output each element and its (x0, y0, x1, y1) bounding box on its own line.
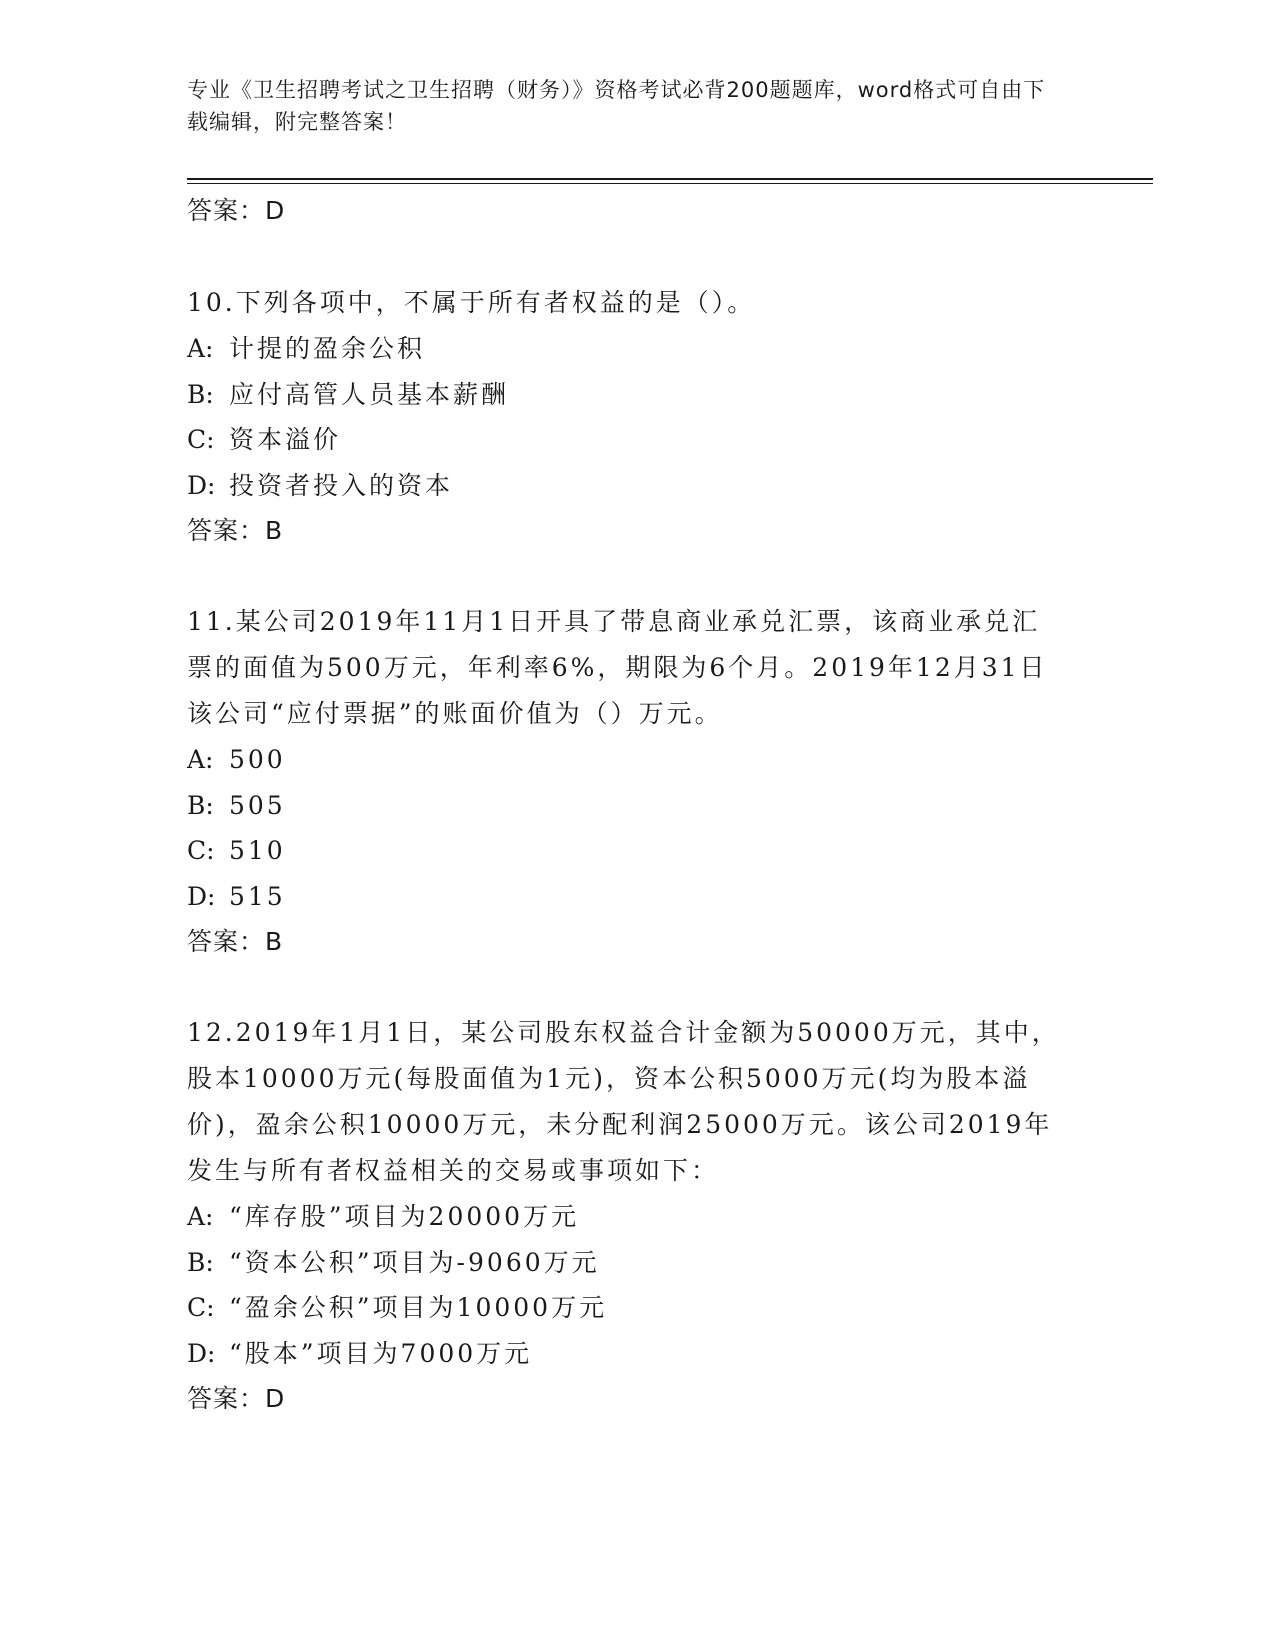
option-text: 510 (229, 836, 286, 865)
answer-label: 答案：B (187, 927, 284, 956)
option-text: “库存股”项目为20000万元 (229, 1202, 580, 1231)
option-text: 资本溢价 (229, 425, 342, 454)
option-text: 505 (229, 790, 286, 820)
question-list (187, 188, 1087, 1467)
option-letter: D: (187, 881, 216, 911)
option-d (187, 463, 1087, 509)
option-c (187, 1285, 1087, 1331)
option-letter: C: (187, 425, 215, 454)
question-11 (187, 599, 1087, 964)
option-text: 515 (229, 881, 286, 911)
option-text: 计提的盈余公积 (229, 334, 426, 363)
question-12 (187, 1010, 1087, 1421)
option-b (187, 1240, 1087, 1286)
answer-label: 答案：B (187, 516, 284, 545)
question-10 (187, 280, 1087, 553)
option-text: 应付高管人员基本薪酬 (229, 379, 510, 409)
question-stem: 10.下列各项中，不属于所有者权益的是（）。 (187, 288, 756, 317)
option-letter: A: (187, 1202, 214, 1231)
option-letter: D: (187, 1338, 216, 1368)
option-letter: C: (187, 836, 215, 865)
option-text: “盈余公积”项目为10000万元 (229, 1293, 608, 1322)
option-letter: A: (187, 745, 214, 774)
option-text: “股本”项目为7000万元 (229, 1338, 533, 1368)
header-divider (187, 178, 1153, 184)
option-text: 投资者投入的资本 (229, 470, 454, 500)
option-text: “资本公积”项目为-9060万元 (229, 1247, 600, 1277)
option-a (187, 1194, 1087, 1240)
option-letter: C: (187, 1293, 215, 1322)
option-letter: B: (187, 1247, 214, 1277)
question-stem: 11.某公司2019年11月1日开具了带息商业承兑汇票，该商业承兑汇票的面值为500万元，年利率6%，期限为6个月。2019年12月31日该公司“应付票据”的账面价值为（）万元。 (187, 607, 1048, 728)
page-header: 专业《卫生招聘考试之卫生招聘（财务）》资格考试必背200题题库，word格式可自由下载编辑，附完整答案！ (187, 78, 1046, 134)
option-text: 500 (229, 745, 286, 774)
answer-label: 答案：D (187, 1384, 286, 1413)
option-d (187, 874, 1087, 920)
question-stem: 12.2019年1月1日，某公司股东权益合计金额为50000万元，其中，股本10000万元(每股面值为1元)，资本公积5000万元(均为股本溢价)，盈余公积10000万元，未分配利润25000万元。该公司2019年发生与所有者权益相关的交易或事项如下： (187, 1018, 1060, 1185)
option-letter: A: (187, 334, 214, 363)
previous-answer: 答案：D (187, 196, 286, 225)
option-letter: B: (187, 790, 214, 820)
option-letter: B: (187, 379, 214, 409)
option-c (187, 417, 1087, 463)
option-b (187, 783, 1087, 829)
option-a (187, 737, 1087, 783)
option-b (187, 372, 1087, 418)
option-c (187, 828, 1087, 874)
option-a (187, 326, 1087, 372)
option-letter: D: (187, 470, 216, 500)
option-d (187, 1331, 1087, 1377)
